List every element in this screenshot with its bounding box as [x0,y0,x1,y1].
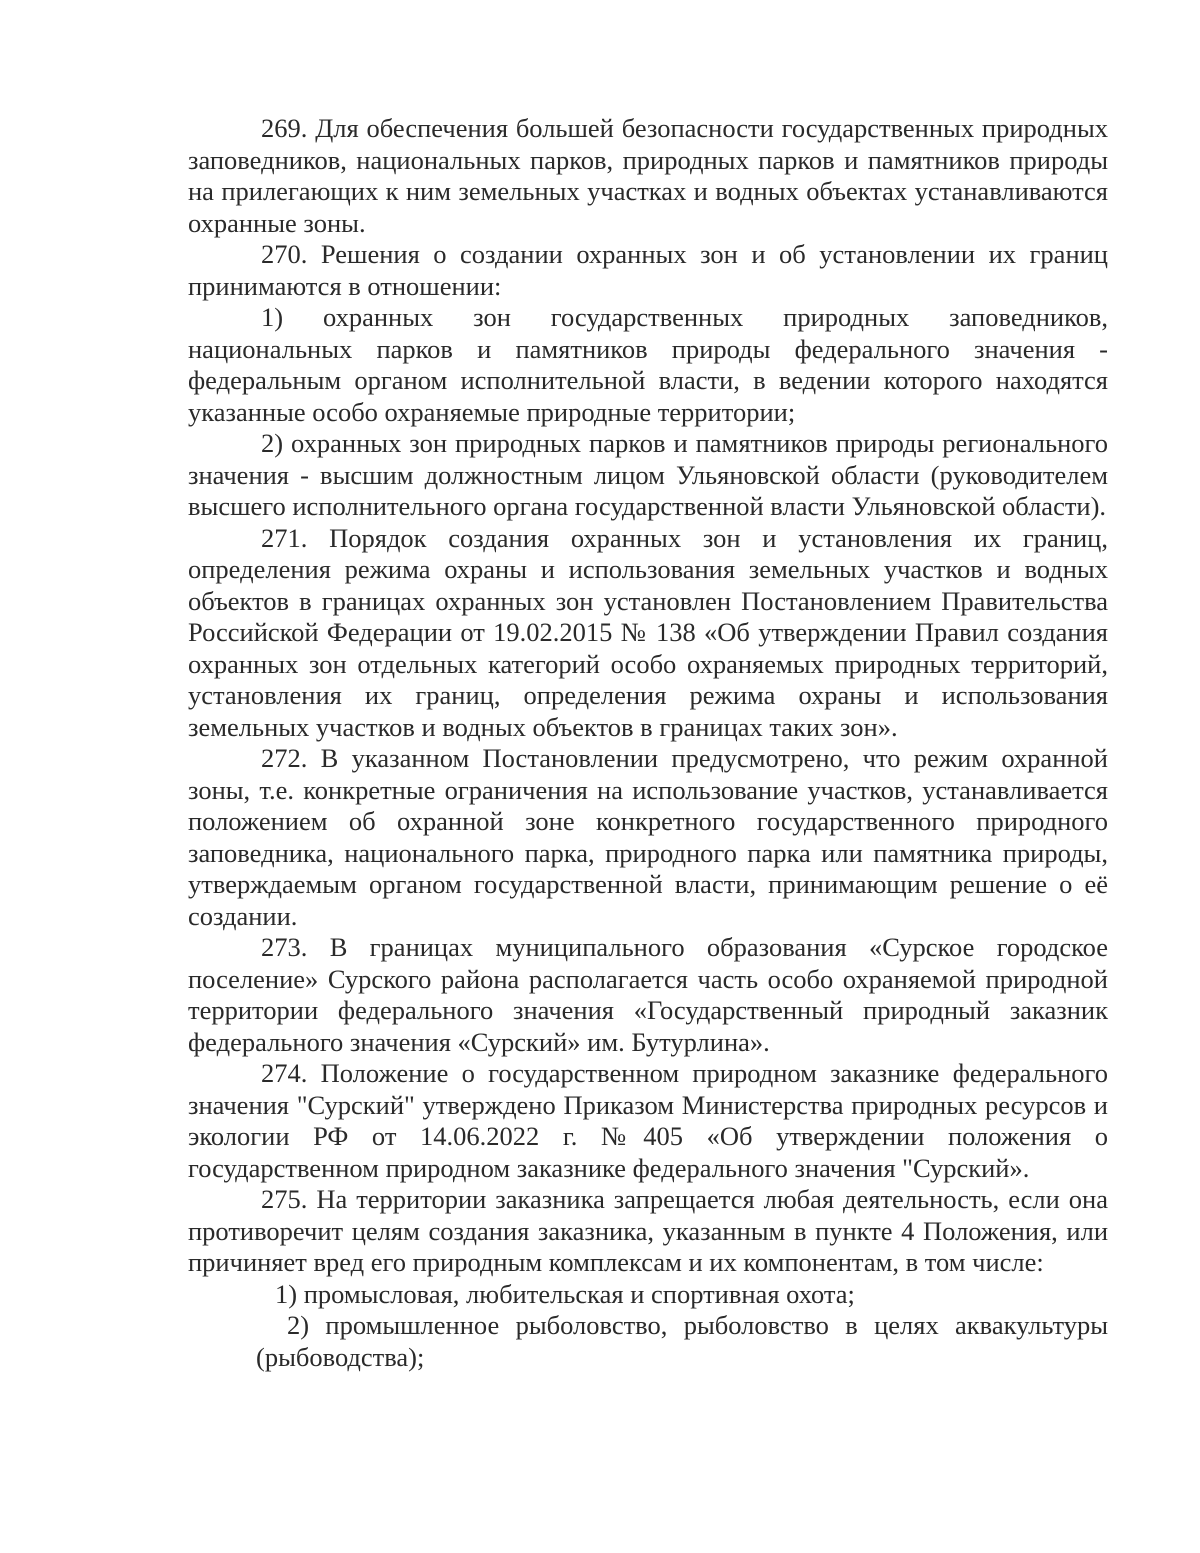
paragraph-271: 271. Порядок создания охранных зон и установления их границ, определения режима охраны и использования земельных участков и водных объектов в границах охранных зон установлен Постановлением Правительства Российской Федерации от 19.02.2015 № 138 «Об утверждении Правил создания охранных зон отдельных категорий особо охраняемых природных территорий, установления их границ, определения режима охраны и использования земельных участков и водных объектов в границах таких зон». [188,522,1108,742]
paragraph-269: 269. Для обеспечения большей безопасности государственных природных заповедников, национальных парков, природных парков и памятников природы на прилегающих к ним земельных участках и водных объектах устанавливаются охранные зоны. [188,113,1108,238]
paragraph-270-item-2: 2) охранных зон природных парков и памятников природы регионального значения - высшим должностным лицом Ульяновской области (руководителем высшего исполнительного органа государственной власти Ульяновской области). [188,428,1108,521]
document-body [188,113,1108,1373]
paragraph-273: 273. В границах муниципального образования «Сурское городское поселение» Сурского района располагается часть особо охраняемой природной территории федерального значения «Государственный природный заказник федерального значения «Сурский» им. Бутурлина». [188,932,1108,1057]
paragraph-270: 270. Решения о создании охранных зон и об установлении их границ принимаются в отношении: [188,239,1108,301]
paragraph-270-item-1: 1) охранных зон государственных природных заповедников, национальных парков и памятников природы федерального значения - федеральным органом исполнительной власти, в ведении которого находятся указанные особо охраняемые природные территории; [188,302,1108,427]
paragraph-272: 272. В указанном Постановлении предусмотрено, что режим охранной зоны, т.е. конкретные ограничения на использование участков, устанавливается положением об охранной зоне конкретного государственного природного заповедника, национального парка, природного парка или памятника природы, утверждаемым органом государственной власти, принимающим решение о её создании. [188,743,1108,931]
paragraph-275-item-2: 2) промышленное рыболовство, рыболовство в целях аквакультуры (рыбоводства); [256,1310,1108,1372]
paragraph-275-item-1: 1) промысловая, любительская и спортивная охота; [275,1278,855,1309]
paragraph-275: 275. На территории заказника запрещается любая деятельность, если она противоречит целям создания заказника, указанным в пункте 4 Положения, или причиняет вред его природным комплексам и их компонентам, в том числе: [188,1184,1108,1277]
paragraph-274: 274. Положение о государственном природном заказнике федерального значения "Сурский" утверждено Приказом Министерства природных ресурсов и экологии РФ от 14.06.2022 г. №405 «Об утверждении положения о государственном природном заказнике федерального значения "Сурский». [188,1058,1108,1183]
